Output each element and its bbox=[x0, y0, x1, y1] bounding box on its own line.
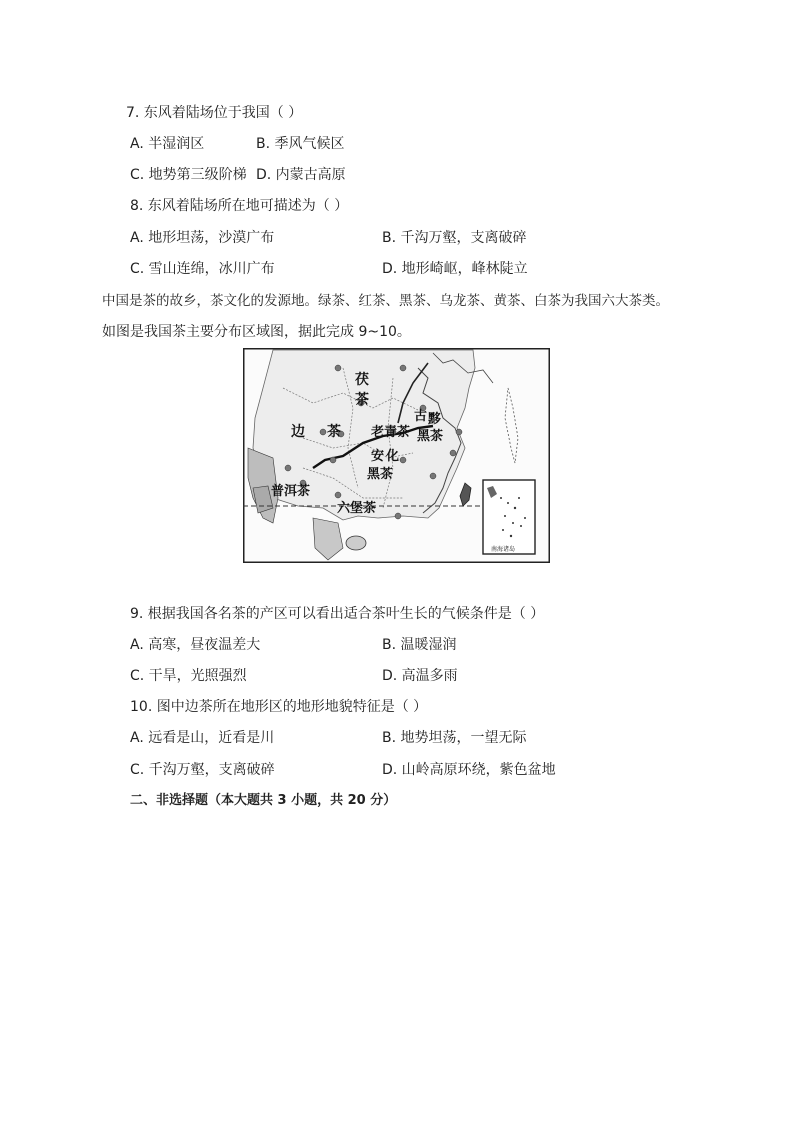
city-dot bbox=[335, 365, 341, 371]
hainan-island bbox=[346, 536, 366, 550]
q8-option-d: D. 地形崎岖，峰林陡立 bbox=[382, 261, 528, 277]
label-inset: 南海诸岛 bbox=[491, 546, 516, 553]
q8-option-c: C. 雪山连绵，冰川广布 bbox=[130, 261, 275, 277]
q9-option-b: B. 温暖湿润 bbox=[382, 637, 457, 653]
q10-option-d: D. 山岭高原环绕，紫色盆地 bbox=[382, 762, 556, 778]
city-dot bbox=[400, 457, 406, 463]
q9-option-a: A. 高寒，昼夜温差大 bbox=[130, 637, 261, 653]
q7-option-d: D. 内蒙古高原 bbox=[256, 167, 346, 183]
intro-line-2: 如图是我国茶主要分布区域图，据此完成 9~10。 bbox=[102, 324, 411, 340]
q9-option-c: C. 干旱，光照强烈 bbox=[130, 668, 247, 684]
city-dot bbox=[335, 492, 341, 498]
label-fu: 茯 bbox=[355, 372, 369, 388]
label-bian: 边 bbox=[291, 424, 305, 440]
label-heicha-east: 黑茶 bbox=[417, 429, 444, 444]
city-dot bbox=[450, 450, 456, 456]
label-bian-cha: 茶 bbox=[327, 424, 341, 440]
label-heicha-central: 黑茶 bbox=[367, 467, 394, 482]
city-dot bbox=[330, 457, 336, 463]
inset-box bbox=[483, 480, 535, 554]
label-fu-cha: 茶 bbox=[355, 392, 369, 408]
intro-line-1: 中国是茶的故乡，茶文化的发源地。绿茶、红茶、黑茶、乌龙茶、黄茶、白茶为我国六大茶类。 bbox=[102, 293, 669, 309]
q10-option-c: C. 千沟万壑，支离破碎 bbox=[130, 762, 275, 778]
q9-option-d: D. 高温多雨 bbox=[382, 668, 458, 684]
label-puer: 普洱茶 bbox=[271, 484, 311, 499]
q8-option-b: B. 千沟万壑，支离破碎 bbox=[382, 230, 527, 246]
q9-stem: 9. 根据我国各名茶的产区可以看出适合茶叶生长的气候条件是（ ） bbox=[130, 606, 545, 622]
city-dot bbox=[456, 429, 462, 435]
city-dot bbox=[285, 465, 291, 471]
city-dot bbox=[395, 513, 401, 519]
city-dot bbox=[400, 365, 406, 371]
city-dot bbox=[430, 473, 436, 479]
q7-option-b: B. 季风气候区 bbox=[256, 136, 345, 152]
q7-stem: 7. 东风着陆场位于我国（ ） bbox=[126, 105, 303, 121]
q7-option-a: A. 半湿润区 bbox=[130, 136, 205, 152]
label-an: 安 bbox=[371, 449, 385, 464]
tea-distribution-map bbox=[243, 348, 550, 563]
q10-option-b: B. 地势坦荡，一望无际 bbox=[382, 730, 527, 746]
q8-stem: 8. 东风着陆场所在地可描述为（ ） bbox=[130, 198, 349, 214]
label-laoqing: 老青茶 bbox=[371, 425, 411, 440]
q8-option-a: A. 地形坦荡，沙漠广布 bbox=[130, 230, 275, 246]
label-liubao: 六堡茶 bbox=[337, 501, 377, 516]
q7-option-c: C. 地势第三级阶梯 bbox=[130, 167, 247, 183]
label-hua: 化 bbox=[386, 449, 400, 464]
q10-option-a: A. 远看是山，近看是川 bbox=[130, 730, 275, 746]
city-dot bbox=[320, 429, 326, 435]
section-2-title: 二、非选择题（本大题共 3 小题，共 20 分） bbox=[130, 793, 397, 808]
label-gu: 古 bbox=[414, 409, 428, 424]
q10-stem: 10. 图中边茶所在地形区的地形地貌特征是（ ） bbox=[130, 699, 428, 715]
label-yi: 黟 bbox=[428, 412, 442, 427]
